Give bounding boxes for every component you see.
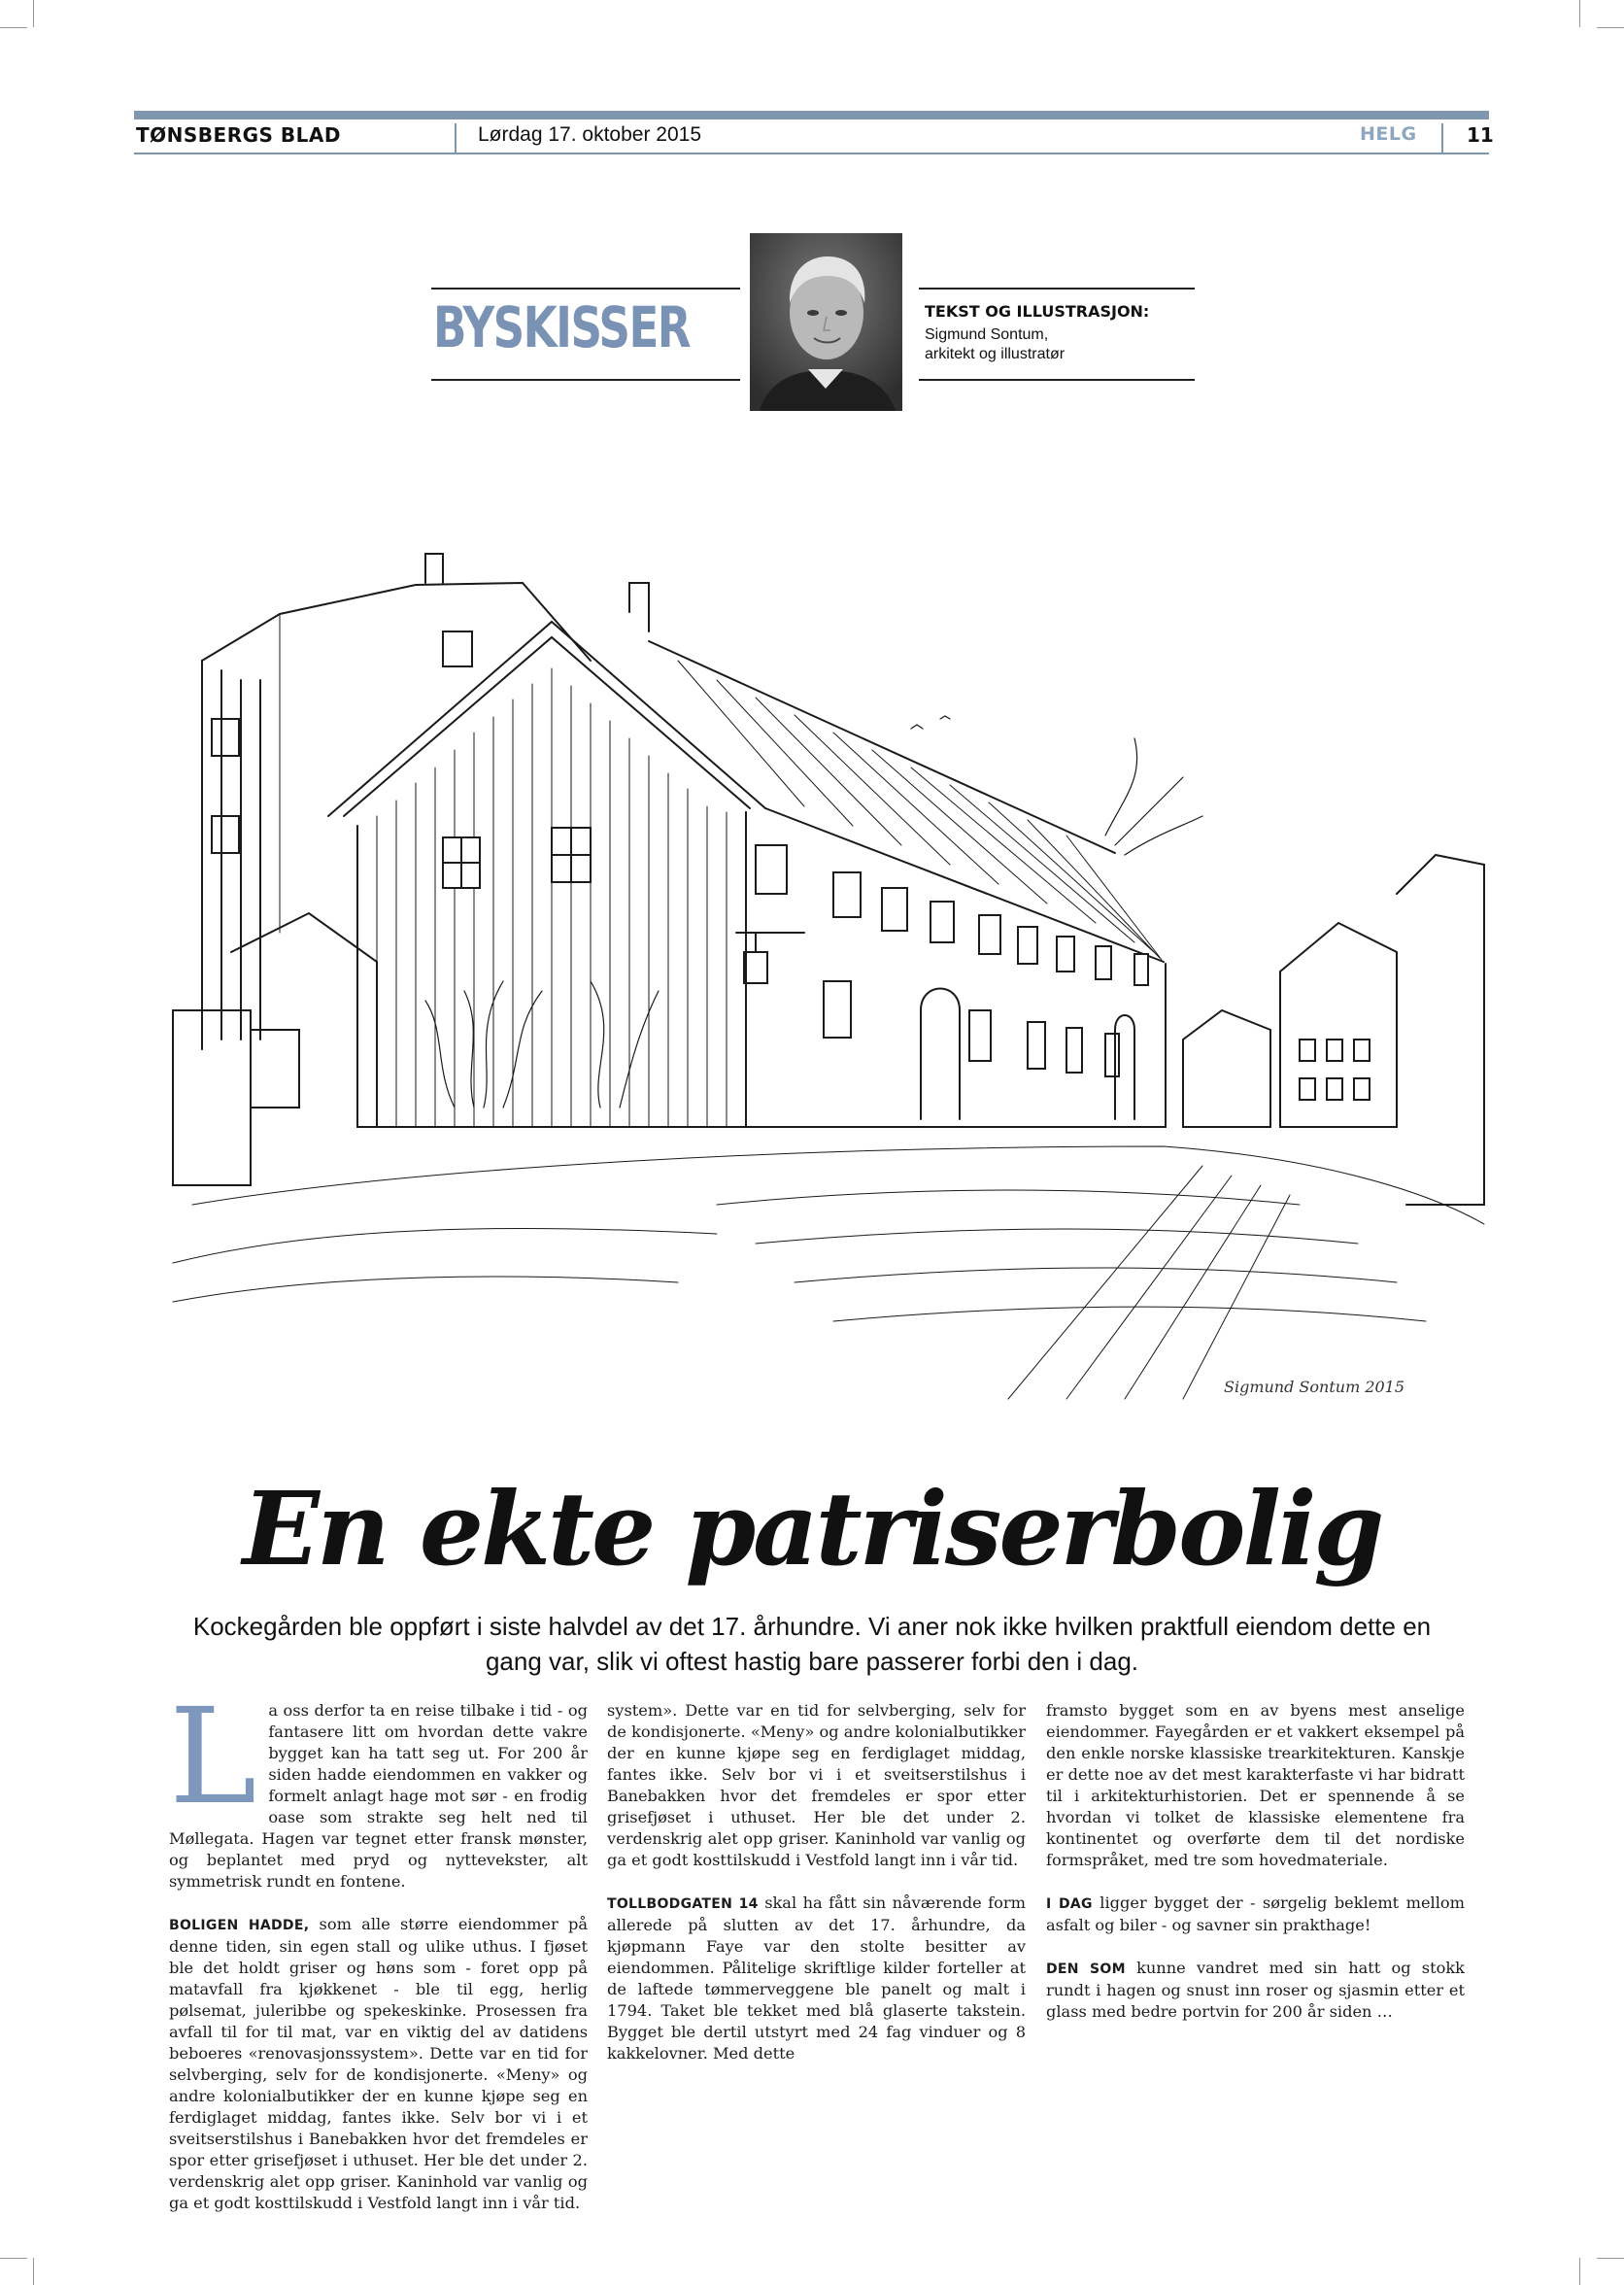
crop-mark [1579,2258,1580,2285]
byline [925,325,1177,364]
paragraph-lead-in: TOLLBODGATEN 14 [607,1896,759,1912]
paragraph-lead-in: I DAG [1046,1896,1093,1912]
paragraph-text: ligger bygget der - sørgelig beklemt mellom asfalt og biler - og savner sin prakthage! [1046,1893,1466,1934]
paragraph-text: som alle større eiendommer på denne tiden, sin egen stall og ulike uthus. I fjøset ble det holdt griser og høns som - foret opp på matavfall fra kjøkkenet - ble til egg, herlig pølsemat, juleribbe og spekeskinke. Prosessen fra avfall til for til mat, var en viktig del av datidens beboeres «renovasjonssystem». Dette var en tid for selvberging, selv for de kondisjonerte. «Meny» og andre kolonialbutikker der en kunne kjøpe seg en ferdiglaget middag, fantes ikke. Selv bor vi i et sveitserstilshus i Banebakken hvor det fremdeles er spor etter grisefjøset i uthuset. Her ble det under 2. verdenskrig alet opp griser. Kaninhold var vanlig og ga et godt kosttilskudd i Vestfold langt inn i vår tid. [169,1915,588,2212]
article-lede: Kockegården ble oppført i siste halvdel av det 17. århundre. Vi aner nok ikke hvilken praktfull eiendom dette en gang var, slik vi oftest hastig bare passerer forbi den i dag. [192,1612,1432,1676]
header-divider [455,123,457,153]
paragraph-lead-in: DEN SOM [1046,1961,1126,1977]
crop-mark [1597,2258,1624,2259]
crop-mark [33,0,34,27]
crop-mark [33,2258,34,2285]
paragraph-text: skal ha fått sin nåværende form allerede på slutten av det 17. århundre, da kjøpmann Faye var den stolte besitter av eiendommen. Pålitelige skriftlige kilder forteller at de laftede tømmerveggene ble panelt og malt i 1794. Taket ble tekket med blå glaserte takstein. Bygget ble dertil utstyrt med 24 fag vinduer og 8 kakkelovner. Med dette [607,1893,1026,2063]
issue-date: Lørdag 17. oktober 2015 [478,123,701,146]
paragraph [169,1914,588,2212]
paragraph [1046,1958,1465,2023]
section-label: HELG [1360,123,1417,145]
paragraph-text: framsto bygget som en av byens mest anselige eiendommer. Fayegården er et vakkert eksempel på den enkle norske klassiske trearkitekturen. Kanskje er dette noe av det mest karakterfaste vi har bidratt til i arkitekturhistorien. Det er spennende å se hvordan vi tolket de klassiske elementene fra kontinentet og overførte dem til det nordiske formspråket, med tre som hovedmateriale. [1046,1701,1465,1869]
paragraph [1046,1893,1465,1936]
author-portrait [750,233,902,411]
paragraph [607,1893,1026,2064]
column-rule [431,379,740,381]
article-column-3 [1046,1700,1465,2044]
building-sketch-illustration [134,525,1494,1428]
header-divider [1441,123,1443,153]
byline-label: TEKST OG ILLUSTRASJON: [925,302,1150,321]
paragraph [169,1681,588,1893]
page-header [134,119,1494,154]
column-rule [431,288,740,290]
artist-signature: Sigmund Sontum 2015 [1224,1378,1405,1396]
paragraph-text: system». Dette var en tid for selvberging, selv for de kondisjonerte. «Meny» og andre kolonialbutikker der en kunne kjøpe seg en ferdiglaget middag, fantes ikke. Selv bor vi i et sveitserstilshus i Banebakken hvor det fremdeles er spor etter grisefjøset i uthuset. Her ble det under 2. verdenskrig alet opp griser. Kaninhold var vanlig og ga et godt kosttilskudd i Vestfold langt inn i vår tid. [607,1701,1026,1869]
crop-mark [0,27,27,28]
newspaper-name: TØNSBERGS BLAD [136,123,341,147]
article-column-1 [169,1681,588,2212]
paragraph [607,1700,1026,1871]
author-role: arkitekt og illustratør [925,346,1066,362]
paragraph [1046,1700,1465,1871]
header-top-bar [134,111,1489,119]
author-name: Sigmund Sontum, [925,326,1049,343]
column-rule [919,288,1195,290]
paragraph-lead-in: BOLIGEN HADDE, [169,1918,310,1933]
paragraph-text: kunne vandret med sin hatt og stokk rundt i hagen og snust inn roser og sjasmin etter et glass med bedre portvin for 200 år siden … [1046,1959,1465,2021]
article-headline: En ekte patriserbolig [242,1469,1382,1588]
crop-mark [1579,0,1580,27]
crop-mark [0,2258,27,2259]
drop-cap: L [169,1681,257,1834]
paragraph-text: a oss derfor ta en reise tilbake i tid - og fantasere litt om hvordan dette vakre bygget kan ha tatt seg ut. For 200 år siden hadde eiendommen en vakker og formelt anlagt hage mot sør - en frodig oase som strakte seg helt ned til Møllegata. Hagen var tegnet etter fransk mønster, og beplantet med pryd og nyttevekster, alt symmetrisk rundt en fontene. [169,1701,588,1891]
article-column-2 [607,1700,1026,2086]
page-number: 11 [1467,123,1494,147]
column-title: BYSKISSER [433,294,691,360]
crop-mark [1597,27,1624,28]
column-rule [919,379,1195,381]
